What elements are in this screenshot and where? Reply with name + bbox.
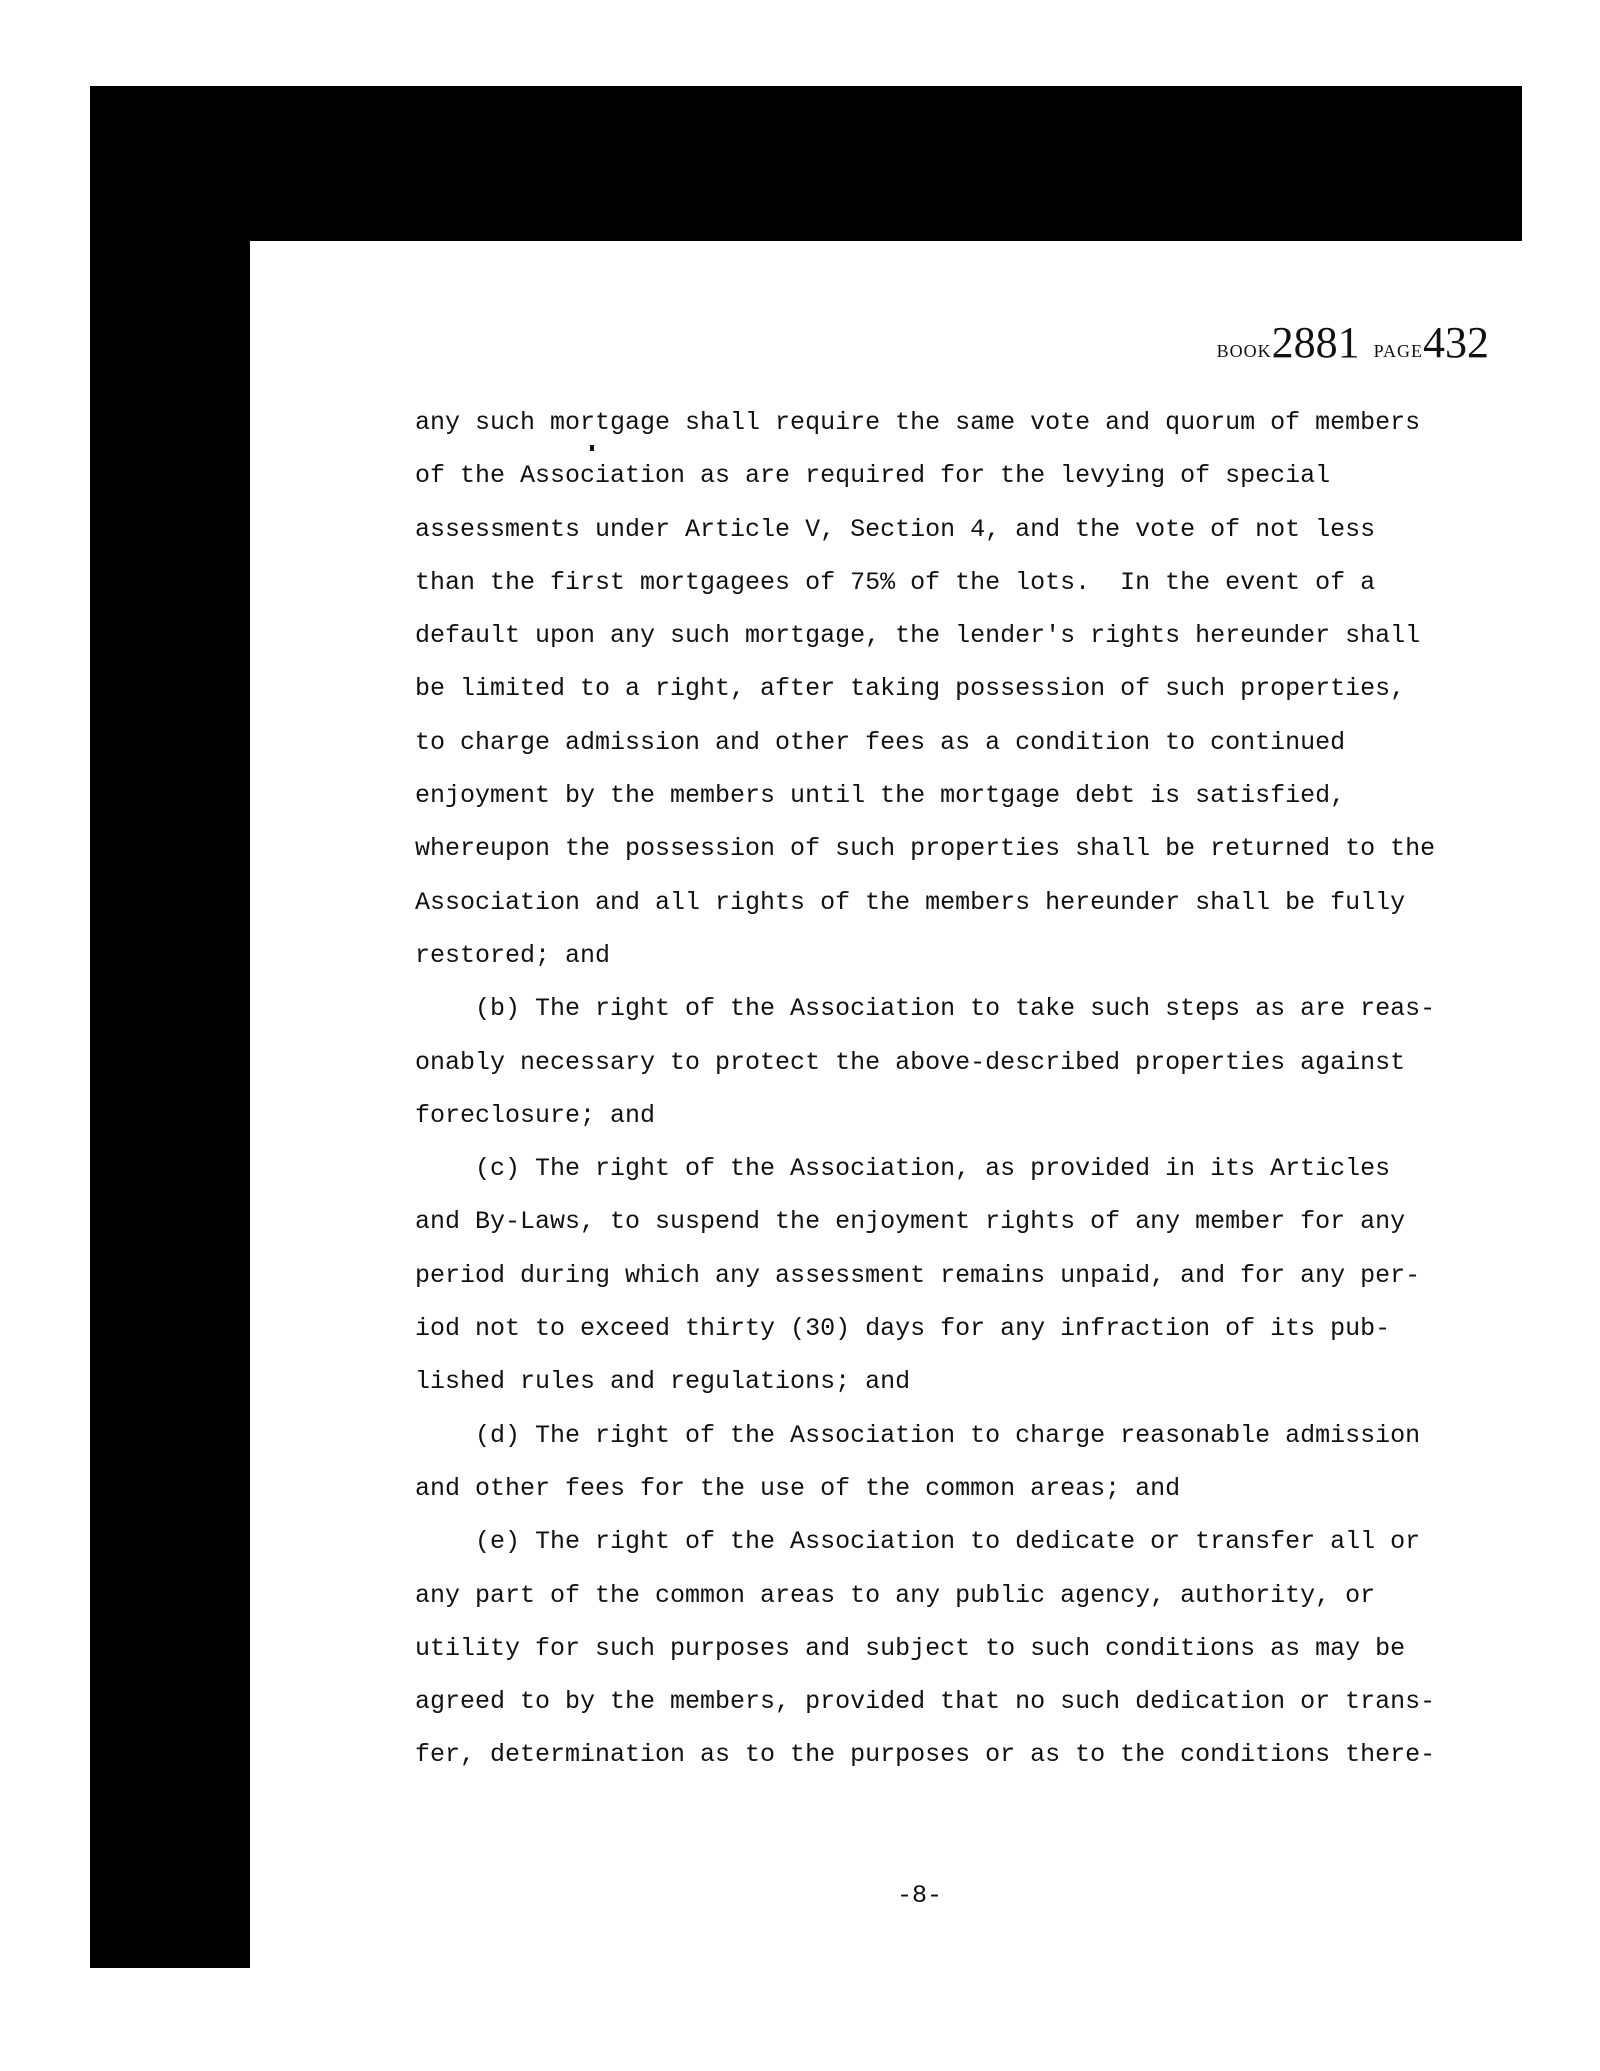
text-line: agreed to by the members, provided that no such dedication or trans- bbox=[415, 1687, 1436, 1717]
text-line: (b) The right of the Association to take such steps as are reas- bbox=[415, 994, 1436, 1024]
text-line: assessments under Article V, Section 4, and the vote of not less bbox=[415, 514, 1376, 544]
text-line: Association and all rights of the members hereunder shall be fully bbox=[415, 887, 1406, 917]
text-line: than the first mortgagees of 75% of the lots. In the event of a bbox=[415, 567, 1376, 597]
book-label: BOOK bbox=[1216, 341, 1272, 361]
text-line: to charge admission and other fees as a condition to continued bbox=[415, 727, 1346, 757]
document-page bbox=[250, 241, 1589, 1991]
text-line: iod not to exceed thirty (30) days for any infraction of its pub- bbox=[415, 1314, 1391, 1344]
scan-border bbox=[90, 86, 1522, 1968]
text-line: utility for such purposes and subject to such conditions as may be bbox=[415, 1633, 1406, 1663]
text-line: default upon any such mortgage, the lender's rights hereunder shall bbox=[415, 621, 1421, 651]
text-line: (e) The right of the Association to dedicate or transfer all or bbox=[415, 1527, 1421, 1557]
text-line: and other fees for the use of the common areas; and bbox=[415, 1473, 1181, 1503]
text-line: period during which any assessment remains unpaid, and for any per- bbox=[415, 1260, 1421, 1290]
text-line: any such mortgage shall require the same vote and quorum of members bbox=[415, 408, 1421, 437]
text-line: (d) The right of the Association to charge reasonable admission bbox=[415, 1420, 1421, 1450]
page-folio: -8- bbox=[896, 1881, 942, 1910]
text-line: fer, determination as to the purposes or as to the conditions there- bbox=[415, 1740, 1436, 1770]
body-text bbox=[415, 396, 1555, 1782]
book-page-stamp bbox=[1216, 318, 1489, 367]
text-line: whereupon the possession of such properties shall be returned to the bbox=[415, 834, 1436, 864]
text-line: of the Association as are required for the levying of special bbox=[415, 461, 1331, 491]
text-line: lished rules and regulations; and bbox=[415, 1367, 911, 1397]
text-line: enjoyment by the members until the mortgage debt is satisfied, bbox=[415, 781, 1346, 811]
page-label: PAGE bbox=[1373, 341, 1423, 361]
text-line: foreclosure; and bbox=[415, 1100, 656, 1130]
text-line: onably necessary to protect the above-described properties against bbox=[415, 1047, 1406, 1077]
text-line: (c) The right of the Association, as provided in its Articles bbox=[415, 1154, 1391, 1184]
page-number: 432 bbox=[1423, 318, 1489, 367]
text-line: any part of the common areas to any public agency, authority, or bbox=[415, 1580, 1376, 1610]
book-number: 2881 bbox=[1271, 318, 1360, 367]
text-line: restored; and bbox=[415, 940, 611, 970]
text-line: and By-Laws, to suspend the enjoyment rights of any member for any bbox=[415, 1207, 1406, 1237]
text-line: be limited to a right, after taking possession of such properties, bbox=[415, 674, 1406, 704]
